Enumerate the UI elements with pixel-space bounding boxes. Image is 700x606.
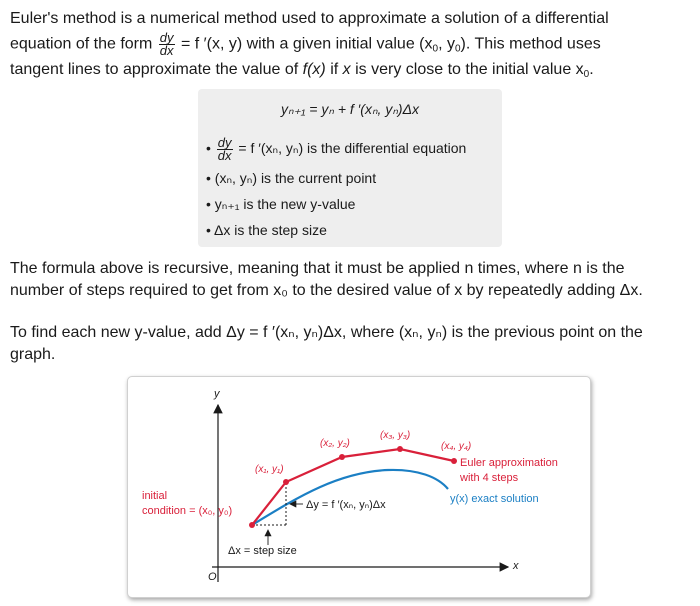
label-p2: (x₂, y₂) xyxy=(320,438,350,449)
euler-label-2: with 4 steps xyxy=(460,472,519,484)
recursive-line-1: The formula above is recursive, meaning that it must be applied n times, where n is the xyxy=(10,260,625,277)
euler-approximation-line xyxy=(252,449,454,525)
x-axis-label: x xyxy=(513,560,519,572)
delta-x-label: Δx = step size xyxy=(228,545,297,557)
bullet-fraction: $\frac{dy}{dx}$ xyxy=(217,134,232,163)
bullet-step-size: • Δx is the step size xyxy=(206,222,327,238)
exact-solution-curve xyxy=(252,470,448,525)
initial-label-1: initial xyxy=(142,490,168,502)
euler-label-1: Euler approximation xyxy=(460,457,558,469)
recursive-paragraph xyxy=(10,258,692,302)
bullet-current-point: • (xₙ, yₙ) is the current point xyxy=(206,170,377,186)
intro-paragraph xyxy=(10,8,692,81)
y-axis-label: y xyxy=(214,388,220,400)
intro-line-1: Euler's method is a numerical method used to approximate a solution of a differential xyxy=(10,10,609,27)
bullet-differential-equation: • $\frac{dy}{dx}$ = f ′(xₙ, yₙ) is the differential equation xyxy=(206,134,467,163)
recursive-line-2: number of steps required to get from x₀ to the desired value of x by repeatedly adding Δx. xyxy=(10,282,643,299)
label-p3: (x₃, y₃) xyxy=(380,430,411,441)
formula-legend xyxy=(206,131,466,243)
point-0 xyxy=(249,522,255,528)
each-line-2: graph. xyxy=(10,346,56,363)
label-p4: (x₄, y₄) xyxy=(441,441,472,452)
point-3 xyxy=(397,446,403,452)
euler-graph-svg xyxy=(128,377,590,597)
euler-graph xyxy=(127,376,591,598)
each-step-paragraph xyxy=(10,322,692,366)
initial-label-2: condition = (x₀, y₀) xyxy=(142,505,233,517)
point-1 xyxy=(283,479,289,485)
formula-box xyxy=(198,89,502,247)
dy-dx-fraction: $\frac{dy}{dx}$ xyxy=(159,30,174,58)
euler-formula: yₙ₊₁ = yₙ + f ′(xₙ, yₙ)Δx xyxy=(281,101,419,117)
delta-y-label: Δy = f ′(xₙ, yₙ)Δx xyxy=(306,499,386,511)
point-2 xyxy=(339,454,345,460)
each-line-1: To find each new y-value, add Δy = f ′(xₙ, yₙ)Δx, where (xₙ, yₙ) is the previous point on the xyxy=(10,324,643,341)
bullet-new-y-value: • yₙ₊₁ is the new y-value xyxy=(206,196,356,212)
intro-line-3: tangent lines to approximate the value of f(x) if x is very close to the initial value $x_0$. xyxy=(10,61,594,80)
point-4 xyxy=(451,458,457,464)
label-p1: (x₁, y₁) xyxy=(255,464,284,475)
origin-label: O xyxy=(208,571,217,583)
intro-line-2: equation of the form $\frac{dy}{dx}$ = f ′(x, y) with a given initial value ($x_0$, $y_0$). This method uses xyxy=(10,30,601,58)
exact-label: y(x) exact solution xyxy=(450,493,539,505)
